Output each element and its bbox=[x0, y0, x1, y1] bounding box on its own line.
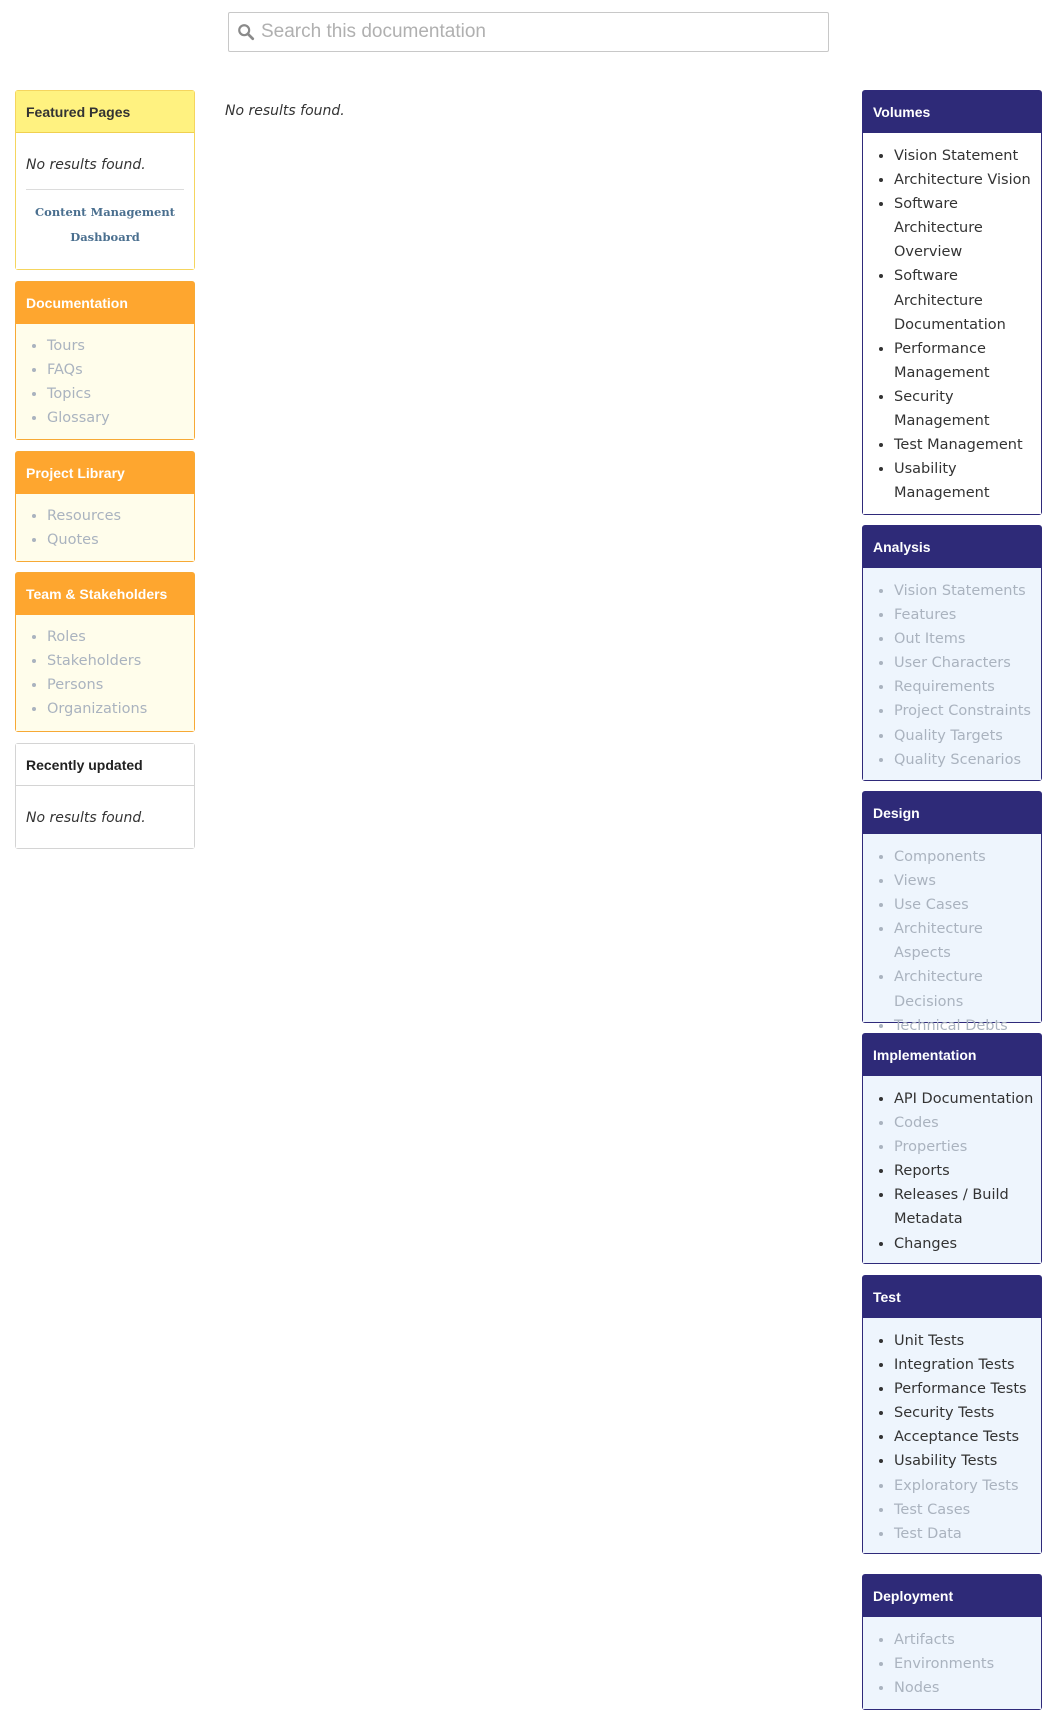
featured-pages-title: Featured Pages bbox=[16, 91, 194, 133]
documentation-title: Documentation bbox=[16, 282, 194, 324]
implementation-panel bbox=[862, 1033, 1042, 1264]
search-input[interactable] bbox=[259, 20, 819, 44]
library-item-quotes[interactable]: • Quotes bbox=[47, 528, 188, 552]
design-item[interactable]: • Architecture Decisions bbox=[894, 965, 1035, 1013]
implementation-item[interactable]: • Properties bbox=[894, 1135, 1035, 1159]
volume-item[interactable]: • Vision Statement bbox=[894, 144, 1035, 168]
analysis-item[interactable]: • Project Constraints bbox=[894, 699, 1035, 723]
recently-updated-no-results: No results found. bbox=[26, 810, 146, 826]
test-panel bbox=[862, 1275, 1042, 1554]
design-item[interactable]: • Views bbox=[894, 869, 1035, 893]
test-item[interactable]: • Acceptance Tests bbox=[894, 1425, 1035, 1449]
implementation-item[interactable]: • API Documentation bbox=[894, 1087, 1035, 1111]
doc-item-tours[interactable]: • Tours bbox=[47, 334, 188, 358]
analysis-item[interactable]: • Requirements bbox=[894, 675, 1035, 699]
volume-item[interactable]: • Test Management bbox=[894, 433, 1035, 457]
test-title: Test bbox=[863, 1276, 1041, 1318]
implementation-title: Implementation bbox=[863, 1034, 1041, 1076]
test-item[interactable]: • Performance Tests bbox=[894, 1377, 1035, 1401]
library-item-resources[interactable]: • Resources bbox=[47, 504, 188, 528]
link-line: Dashboard bbox=[70, 230, 140, 244]
deployment-item[interactable]: • Nodes bbox=[894, 1676, 1035, 1700]
analysis-item[interactable]: • Out Items bbox=[894, 627, 1035, 651]
deployment-item[interactable]: • Environments bbox=[894, 1652, 1035, 1676]
main-no-results: No results found. bbox=[225, 103, 345, 119]
volume-item[interactable]: • Software Architecture Overview bbox=[894, 192, 1035, 264]
deployment-item[interactable]: • Artifacts bbox=[894, 1628, 1035, 1652]
analysis-panel bbox=[862, 525, 1042, 781]
volume-item[interactable]: • Usability Management bbox=[894, 457, 1035, 505]
link-line: Content Management bbox=[35, 205, 175, 219]
test-item[interactable]: • Test Cases bbox=[894, 1498, 1035, 1522]
search-box[interactable] bbox=[228, 12, 829, 52]
team-item-organizations[interactable]: • Organizations bbox=[47, 697, 188, 721]
design-title: Design bbox=[863, 792, 1041, 834]
project-library-title: Project Library bbox=[16, 452, 194, 494]
volume-item[interactable]: • Security Management bbox=[894, 385, 1035, 433]
design-panel bbox=[862, 791, 1042, 1034]
content-management-dashboard-link[interactable] bbox=[16, 190, 194, 256]
doc-item-faqs[interactable]: • FAQs bbox=[47, 358, 188, 382]
test-item[interactable]: • Security Tests bbox=[894, 1401, 1035, 1425]
search-icon bbox=[237, 23, 255, 41]
implementation-item[interactable]: • Releases / Build Metadata bbox=[894, 1183, 1035, 1231]
implementation-item[interactable]: • Codes bbox=[894, 1111, 1035, 1135]
project-library-panel bbox=[15, 451, 195, 562]
deployment-panel bbox=[862, 1574, 1042, 1710]
doc-item-topics[interactable]: • Topics bbox=[47, 382, 188, 406]
analysis-item[interactable]: • Vision Statements bbox=[894, 579, 1035, 603]
test-item[interactable]: • Unit Tests bbox=[894, 1329, 1035, 1353]
analysis-item[interactable]: • User Characters bbox=[894, 651, 1035, 675]
documentation-panel bbox=[15, 281, 195, 440]
analysis-item[interactable]: • Features bbox=[894, 603, 1035, 627]
team-stakeholders-panel bbox=[15, 572, 195, 732]
implementation-item[interactable]: • Changes bbox=[894, 1232, 1035, 1256]
recently-updated-title: Recently updated bbox=[16, 744, 194, 786]
team-item-persons[interactable]: • Persons bbox=[47, 673, 188, 697]
volume-item[interactable]: • Software Architecture Documentation bbox=[894, 264, 1035, 336]
team-item-stakeholders[interactable]: • Stakeholders bbox=[47, 649, 188, 673]
volume-item[interactable]: • Performance Management bbox=[894, 337, 1035, 385]
analysis-title: Analysis bbox=[863, 526, 1041, 568]
test-item[interactable]: • Exploratory Tests bbox=[894, 1474, 1035, 1498]
design-item[interactable]: • Architecture Aspects bbox=[894, 917, 1035, 965]
volumes-panel bbox=[862, 90, 1042, 515]
design-item[interactable]: • Technical Debts bbox=[894, 1014, 1035, 1038]
recently-updated-panel bbox=[15, 743, 195, 849]
test-item[interactable]: • Integration Tests bbox=[894, 1353, 1035, 1377]
team-stakeholders-title: Team & Stakeholders bbox=[16, 573, 194, 615]
doc-item-glossary[interactable]: • Glossary bbox=[47, 406, 188, 430]
analysis-item[interactable]: • Quality Targets bbox=[894, 724, 1035, 748]
design-item[interactable]: • Use Cases bbox=[894, 893, 1035, 917]
volume-item[interactable]: • Architecture Vision bbox=[894, 168, 1035, 192]
team-item-roles[interactable]: • Roles bbox=[47, 625, 188, 649]
featured-no-results: No results found. bbox=[26, 157, 146, 173]
implementation-item[interactable]: • Reports bbox=[894, 1159, 1035, 1183]
featured-pages-panel bbox=[15, 90, 195, 270]
volumes-title: Volumes bbox=[863, 91, 1041, 133]
design-item[interactable]: • Components bbox=[894, 845, 1035, 869]
test-item[interactable]: • Usability Tests bbox=[894, 1449, 1035, 1473]
analysis-item[interactable]: • Quality Scenarios bbox=[894, 748, 1035, 772]
deployment-title: Deployment bbox=[863, 1575, 1041, 1617]
test-item[interactable]: • Test Data bbox=[894, 1522, 1035, 1546]
